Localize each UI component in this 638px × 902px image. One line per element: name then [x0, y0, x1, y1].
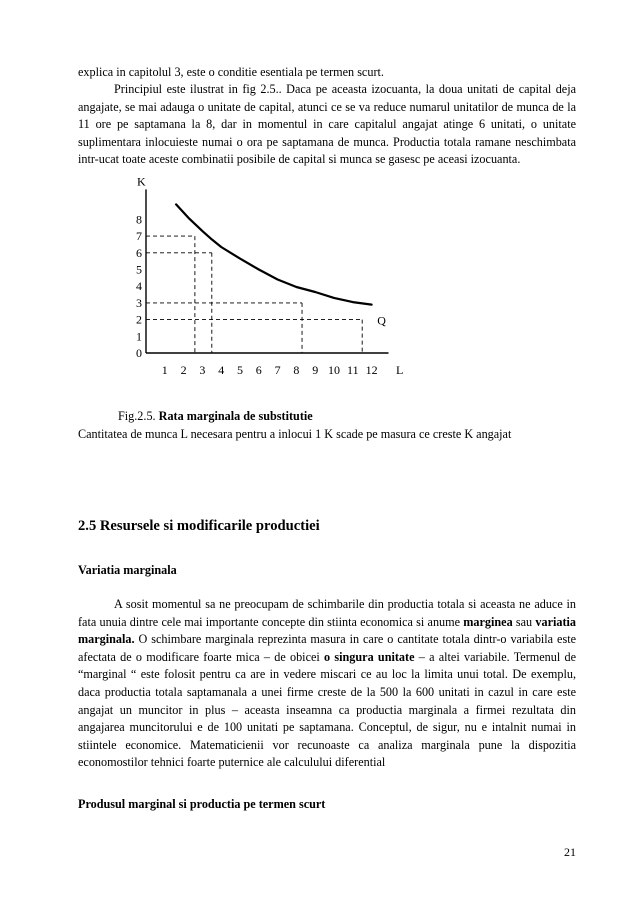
y-tick-label: 3	[136, 295, 142, 310]
term-unitate: o singura unitate	[324, 649, 415, 664]
intro-paragraph: Principiul este ilustrat in fig 2.5.. Daca pe aceasta izocuanta, la doua unitati de capital deja angajate, se mai adauga o unitate de capital, atunci ce se va reduce numarul unitatilor de munca de la 11 ore pe saptamana la 8, dar in momentul in care capitalul angajat atinge 6 unitati, o unitate suplimentara inlocuieste numai o ora pe saptamana de munca. Productia totala ramane neschimbata intr-ucat toate aceste combinatii posibile de capital si munca se gasesc pe aceasi izocuanta.	[78, 82, 576, 167]
figure-label: Fig.2.5.	[118, 409, 156, 423]
y-tick-label: 7	[136, 229, 142, 244]
x-tick-label: 10	[328, 363, 340, 377]
intro-line: explica in capitolul 3, este o conditie esentiala pe termen scurt.	[78, 65, 384, 79]
figure-title: Rata marginala de substitutie	[158, 409, 313, 423]
section-heading: 2.5 Resursele si modificarile productiei	[78, 518, 320, 534]
body-paragraph: A sosit momentul sa ne preocupam de schimbarile din productia totala si aceasta ne aduce in fata unuia dintre cele mai importante concepte din stiinta economica si anume marginea sau variatia marginala. O schimbare marginala reprezinta masura in care o cantitate totala dintr-o variabila este afectata de o modificare foarte mica – de obicei o singura unitate – a altei variabile. Termenul de “marginal “ este folosit pentru ca are in vedere miscari ce au loc la limita unui total. De exemplu, daca productia totala saptamanala a unei firme creste de la 500 la 600 unitati in cazul in care este angajat un muncitor in plus – aceasta inseamna ca productia marginala a firmei rezultata din angajarea muncitorului e de 100 unitati pe saptamana. Conceptul, de sigur, nu e intalnit numai in stiintele economice. Matematicienii vor recunoaste ca analiza marginala pune la dispozitia economostilor tehnici foarte puternice ale calculului diferential	[78, 597, 576, 770]
y-axis-label: K	[137, 175, 146, 189]
term-marginea: marginea	[463, 614, 513, 629]
figure-note: Cantitatea de munca L necesara pentru a inlocui 1 K scade pe masura ce creste K angajat	[78, 427, 512, 441]
curve-label: Q	[377, 313, 386, 328]
x-tick-label: 4	[218, 363, 225, 377]
x-axis-label: L	[396, 363, 404, 377]
x-tick-label: 5	[237, 363, 243, 377]
x-tick-label: 6	[255, 363, 262, 377]
subheading-produsul: Produsul marginal si productia pe termen scurt	[78, 797, 326, 811]
y-tick-label: 4	[136, 279, 142, 294]
x-tick-label: 2	[180, 363, 187, 377]
y-tick-label: 0	[136, 346, 142, 360]
x-tick-label: 1	[161, 363, 168, 377]
x-tick-label: 11	[347, 363, 359, 377]
isoquant-chart	[0, 175, 638, 395]
y-tick-label: 8	[136, 212, 142, 227]
y-tick-label: 5	[136, 262, 142, 277]
x-tick-label: 9	[312, 363, 319, 377]
x-tick-label: 7	[274, 363, 281, 377]
x-tick-label: 3	[199, 363, 206, 377]
y-tick-label: 2	[136, 312, 142, 327]
page-number: 21	[564, 845, 576, 859]
x-tick-label: 12	[365, 363, 378, 377]
x-tick-label: 8	[293, 363, 300, 377]
term-variatia: variatia marginala.	[78, 614, 576, 647]
isoquant-curve	[176, 204, 372, 304]
subheading-variatia: Variatia marginala	[78, 563, 177, 577]
figure-caption	[118, 409, 313, 424]
y-tick-label: 1	[136, 329, 142, 344]
y-tick-label: 6	[136, 245, 142, 260]
